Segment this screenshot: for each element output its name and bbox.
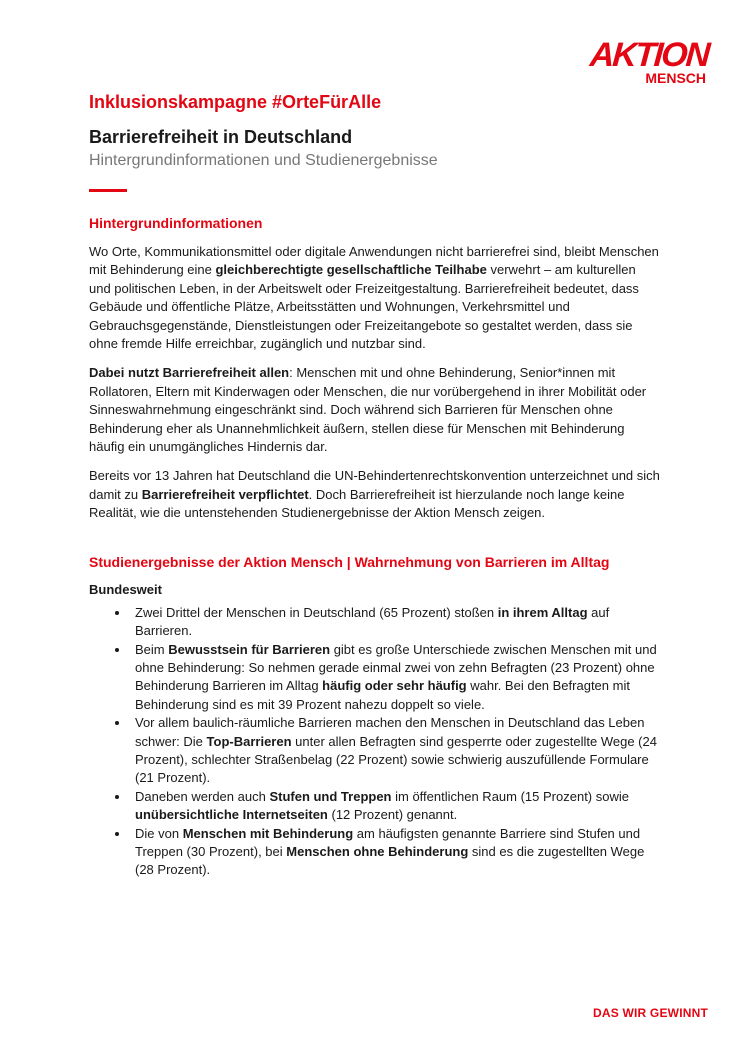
bold-run: Stufen und Treppen — [269, 788, 392, 804]
bold-run: Menschen mit Behinderung — [182, 825, 354, 841]
text-run: Vor allem baulich-räumliche Barrieren machen den Menschen in Deutschland das Leben schwer: Die — [135, 715, 645, 749]
logo-word-mensch: MENSCH — [645, 70, 706, 86]
text-run: Bereits vor 13 Jahren hat Deutschland die UN-Behindertenrechtskonvention unterzeichnet und sich damit zu — [89, 468, 660, 502]
campaign-kicker: Inklusionskampagne #OrteFürAlle — [89, 92, 382, 112]
list-item — [135, 825, 661, 880]
bold-run: unübersichtliche Internetseiten — [135, 807, 328, 823]
text-run: (12 Prozent) genannt. — [327, 807, 458, 823]
text-run: unter allen Befragten sind gesperrte oder zugestellte Wege (24 Prozent), schlechter Straßenbelag (22 Prozent) sowie schwierig auszufüllende Formulare (21 Prozent). — [135, 733, 657, 786]
logo-word-aktion: AKTION — [588, 36, 710, 74]
text-run: . Doch Barrierefreiheit ist hierzulande noch lange keine Realität, wie die untenstehenden Studienergebnisse der Aktion Mensch zeigen. — [89, 486, 625, 521]
text-run: Zwei Drittel der Menschen in Deutschland (65 Prozent) stoßen — [135, 604, 498, 620]
bold-run: gleichberechtigte gesellschaftliche Teilhabe — [215, 262, 487, 278]
list-item — [135, 641, 661, 715]
accent-divider — [89, 189, 127, 192]
text-run: : Menschen mit und ohne Behinderung, Senior*innen mit Rollatoren, Eltern mit Kinderwagen oder Menschen, die nur vorübergehend in ihrer Mobilität oder Sinneswahrnehmung eingeschränkt sind. Doch während sich Barrieren für Menschen ohne Behinderung eher als Unannehmlichkeit äußern, stellen diese für Menschen mit Behinderung häufig ein unumgängliches Hindernis dar. — [89, 365, 647, 455]
text-run: verwehrt – am kulturellen und politischen Leben, in der Arbeitswelt oder Freizeitgestaltung. Barrierefreiheit bedeutet, dass Gebäude und öffentliche Plätze, Arbeitsstätten und Wohnungen, Verkehrsmittel und Gebrauchsgegenstände, Dienstleistungen oder Freizeitangebote so gestaltet werden, dass sie ohne fremde Hilfe erreichbar, zugänglich und nutzbar sind. — [89, 262, 639, 352]
text-run: sind es die zugestellten Wege (28 Prozent). — [135, 843, 645, 878]
list-item — [135, 604, 661, 641]
section-heading-background: Hintergrundinformationen — [89, 215, 263, 231]
text-run: Daneben werden auch — [135, 788, 270, 804]
paragraph-2 — [89, 364, 661, 456]
subheading-nationwide: Bundesweit — [89, 581, 162, 597]
paragraph-3 — [89, 467, 661, 522]
bold-run: Top-Barrieren — [206, 733, 292, 749]
list-item — [135, 788, 661, 825]
bold-run: Bewusstsein für Barrieren — [168, 641, 331, 657]
findings-list — [89, 604, 661, 880]
text-run: gibt es große Unterschiede zwischen Menschen mit und ohne Behinderung: So nehmen gerade einmal zwei von zehn Befragten (23 Prozent) ohne Behinderung Barrieren im Alltag — [135, 641, 657, 694]
page-subtitle: Hintergrundinformationen und Studienergebnisse — [89, 152, 438, 169]
text-run: wahr. Bei den Befragten mit Behinderung sind es mit 39 Prozent nahezu doppelt so viele. — [135, 678, 630, 712]
bold-run: häufig oder sehr häufig — [322, 678, 467, 694]
text-run: Die von — [135, 825, 183, 841]
bold-run: in ihrem Alltag — [497, 604, 588, 620]
footer-slogan: DAS WIR GEWINNT — [593, 1006, 708, 1020]
document-body — [89, 213, 661, 880]
text-run: auf Barrieren. — [135, 604, 610, 639]
text-run: Wo Orte, Kommunikationsmittel oder digitale Anwendungen nicht barrierefrei sind, bleibt Menschen mit Behinderung eine — [89, 244, 659, 278]
text-run: im öffentlichen Raum (15 Prozent) sowie — [391, 788, 629, 804]
page-title: Barrierefreiheit in Deutschland — [89, 127, 353, 147]
list-item — [135, 714, 661, 788]
paragraph-1 — [89, 243, 661, 353]
text-run: Beim — [135, 641, 169, 657]
bold-run: Barrierefreiheit verpflichtet — [141, 486, 309, 502]
aktion-mensch-logo — [582, 38, 712, 90]
section-heading-study: Studienergebnisse der Aktion Mensch | Wahrnehmung von Barrieren im Alltag — [89, 553, 610, 570]
bold-run: Menschen ohne Behinderung — [286, 843, 469, 859]
bold-run: Dabei nutzt Barrierefreiheit allen — [89, 365, 290, 381]
text-run: am häufigsten genannte Barriere sind Stufen und Treppen (30 Prozent), bei — [135, 825, 641, 859]
